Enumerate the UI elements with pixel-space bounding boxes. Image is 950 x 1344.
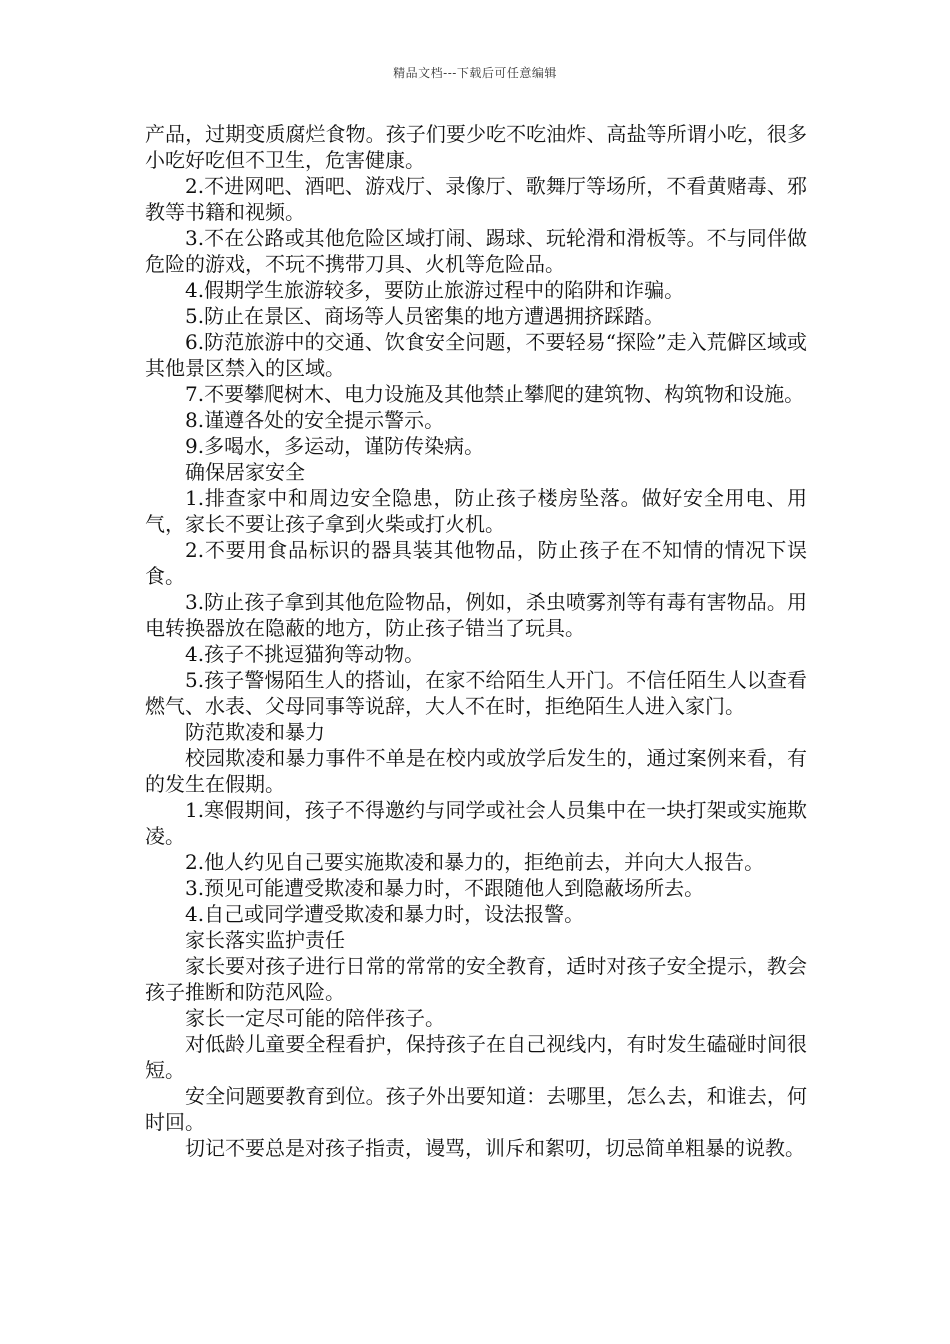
list-item: 1.排查家中和周边安全隐患，防止孩子楼房坠落。做好安全用电、用气，家长不要让孩子拿到火柴或打火机。 <box>145 486 807 536</box>
page-header: 精品文档---下载后可任意编辑 <box>393 66 557 80</box>
list-item: 3.防止孩子拿到其他危险物品，例如，杀虫喷雾剂等有毒有害物品。用电转换器放在隐蔽的地方，防止孩子错当了玩具。 <box>145 590 807 640</box>
list-item: 3.预见可能遭受欺凌和暴力时，不跟随他人到隐蔽场所去。 <box>185 876 705 900</box>
paragraph: 家长一定尽可能的陪伴孩子。 <box>185 1006 445 1030</box>
section-heading: 确保居家安全 <box>185 460 305 484</box>
paragraph: 对低龄儿童要全程看护，保持孩子在自己视线内，有时发生磕碰时间很短。 <box>145 1032 807 1082</box>
document-body <box>145 121 807 1161</box>
list-item: 4.假期学生旅游较多，要防止旅游过程中的陷阱和诈骗。 <box>185 278 685 302</box>
list-item: 9.多喝水，多运动，谨防传染病。 <box>185 434 485 458</box>
list-item: 4.自己或同学遭受欺凌和暴力时，设法报警。 <box>185 902 585 926</box>
section-heading: 防范欺凌和暴力 <box>185 720 325 744</box>
paragraph: 切记不要总是对孩子指责，谩骂，训斥和絮叨，切忌简单粗暴的说教。 <box>185 1136 805 1160</box>
list-item: 2.不要用食品标识的器具装其他物品，防止孩子在不知情的情况下误食。 <box>145 538 807 588</box>
list-item: 2.不进网吧、酒吧、游戏厅、录像厅、歌舞厅等场所，不看黄赌毒、邪教等书籍和视频。 <box>145 174 807 224</box>
list-item: 7.不要攀爬树木、电力设施及其他禁止攀爬的建筑物、构筑物和设施。 <box>185 382 805 406</box>
list-item: 2.他人约见自己要实施欺凌和暴力的，拒绝前去，并向大人报告。 <box>185 850 765 874</box>
list-item: 1.寒假期间，孩子不得邀约与同学或社会人员集中在一块打架或实施欺凌。 <box>145 798 807 848</box>
section-heading: 家长落实监护责任 <box>185 928 345 952</box>
list-item: 6.防范旅游中的交通、饮食安全问题，不要轻易“探险”走入荒僻区域或其他景区禁入的区域。 <box>145 330 807 380</box>
list-item: 5.防止在景区、商场等人员密集的地方遭遇拥挤踩踏。 <box>185 304 665 328</box>
paragraph: 产品，过期变质腐烂食物。孩子们要少吃不吃油炸、高盐等所谓小吃，很多小吃好吃但不卫生，危害健康。 <box>145 122 807 172</box>
paragraph: 家长要对孩子进行日常的常常的安全教育，适时对孩子安全提示，教会孩子推断和防范风险。 <box>145 954 807 1004</box>
paragraph: 安全问题要教育到位。孩子外出要知道：去哪里，怎么去，和谁去，何时回。 <box>145 1084 807 1134</box>
list-item: 3.不在公路或其他危险区域打闹、踢球、玩轮滑和滑板等。不与同伴做危险的游戏，不玩不携带刀具、火机等危险品。 <box>145 226 807 276</box>
list-item: 8.谨遵各处的安全提示警示。 <box>185 408 445 432</box>
list-item: 4.孩子不挑逗猫狗等动物。 <box>185 642 425 666</box>
list-item: 5.孩子警惕陌生人的搭讪，在家不给陌生人开门。不信任陌生人以查看燃气、水表、父母同事等说辞，大人不在时，拒绝陌生人进入家门。 <box>145 668 807 718</box>
paragraph: 校园欺凌和暴力事件不单是在校内或放学后发生的，通过案例来看，有的发生在假期。 <box>145 746 807 796</box>
